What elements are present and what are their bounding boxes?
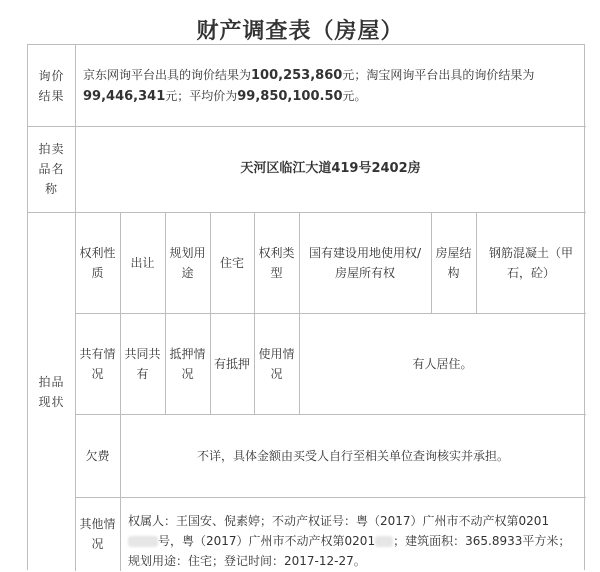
taobao-price: 99,446,341 xyxy=(83,88,166,104)
page-title: 财产调查表（房屋） xyxy=(196,19,404,44)
co-ownership-label: 共有情况 xyxy=(79,346,116,381)
rights-type-label: 权利类型 xyxy=(258,245,295,280)
inquiry-text xyxy=(83,65,578,107)
redacted-mark xyxy=(375,536,393,547)
arrears-label: 欠费 xyxy=(85,448,110,463)
co-ownership-value: 共同共有 xyxy=(124,346,161,381)
inquiry-text-part: 元；淘宝网询平台出具的询价结果为 xyxy=(342,67,535,82)
house-structure-value: 钢筋混凝土（甲石，砼） xyxy=(488,245,573,280)
other-info-part: ；建筑面积：365.8933平方米；规划用途：住宅；登记时间：2017-12-27。 xyxy=(128,534,571,568)
property-survey-table xyxy=(27,44,585,570)
planned-use-value: 住宅 xyxy=(219,255,244,270)
arrears-value: 不详，具体金额由买受人自行至相关单位查询核实并承担。 xyxy=(196,448,509,463)
status-label: 拍品现状 xyxy=(38,374,65,409)
jd-price: 100,253,860 xyxy=(251,67,343,83)
redacted-mark xyxy=(128,536,158,547)
rights-nature-value: 出让 xyxy=(130,255,155,270)
inquiry-text-part: 京东网询平台出具的询价结果为 xyxy=(83,67,252,82)
other-info-part: 权属人：王国安、倪素婷；不动产权证号：粤（2017）广州市不动产权第0201 xyxy=(128,514,550,528)
rights-type-value: 国有建设用地使用权/房屋所有权 xyxy=(308,245,422,280)
inquiry-text-part: 元；平均价为 xyxy=(165,88,238,103)
other-info-value xyxy=(120,497,586,571)
rights-nature-label: 权利性质 xyxy=(79,245,116,280)
average-price: 99,850,100.50 xyxy=(237,88,343,104)
usage-label: 使用情况 xyxy=(258,346,295,381)
house-structure-label: 房屋结构 xyxy=(435,245,472,280)
other-info-part: 号，粤（2017）广州市不动产权第0201 xyxy=(158,534,376,548)
inquiry-text-part: 元。 xyxy=(342,88,367,103)
other-info-text xyxy=(128,511,578,571)
mortgage-label: 抵押情况 xyxy=(169,346,206,381)
usage-value: 有人居住。 xyxy=(412,356,473,371)
inquiry-label: 询价结果 xyxy=(38,68,65,103)
inquiry-result xyxy=(75,45,586,126)
mortgage-value: 有抵押 xyxy=(214,356,251,371)
auction-name-value: 天河区临江大道419号2402房 xyxy=(240,161,421,176)
planned-use-label: 规划用途 xyxy=(169,245,206,280)
other-info-label: 其他情况 xyxy=(79,517,116,551)
auction-name-label: 拍卖品名称 xyxy=(38,142,65,196)
